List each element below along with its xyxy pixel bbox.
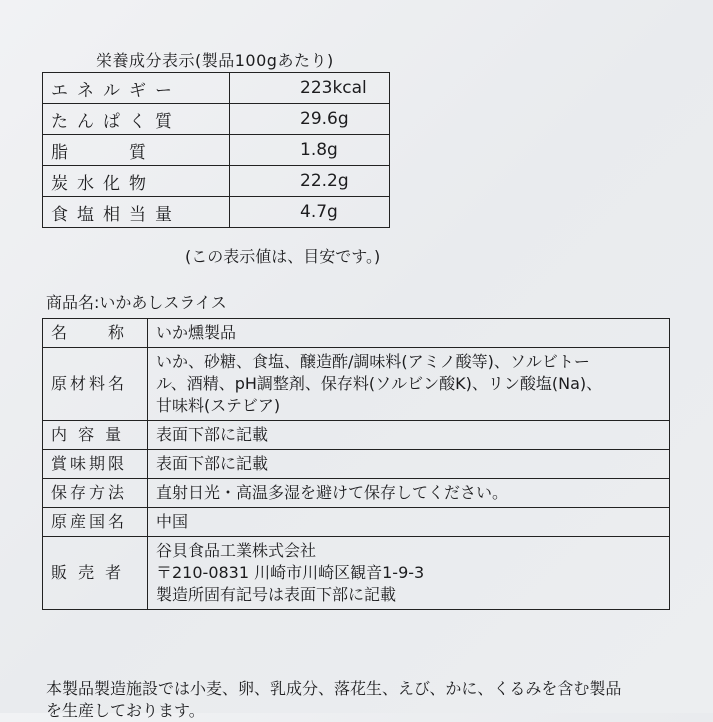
product-name: 商品名:いかあしスライス bbox=[46, 293, 227, 312]
detail-row bbox=[43, 508, 670, 537]
detail-label: 販 売 者 bbox=[43, 537, 148, 610]
nutrient-label: 食塩相当量 bbox=[43, 197, 230, 228]
nutrient-label: 脂 質 bbox=[43, 135, 230, 166]
detail-line: いか、砂糖、食塩、醸造酢/調味料(アミノ酸等)、ソルビトー bbox=[156, 352, 590, 371]
nutrition-title: 栄養成分表示(製品100gあたり) bbox=[96, 51, 334, 70]
detail-label: 原材料名 bbox=[43, 348, 148, 421]
nutrient-value: 29.6g bbox=[230, 104, 390, 135]
nutrient-value: 4.7g bbox=[230, 197, 390, 228]
detail-line: 表面下部に記載 bbox=[156, 454, 269, 473]
allergen-line: 本製品製造施設では小麦、卵、乳成分、落花生、えび、かに、くるみを含む製品 bbox=[46, 679, 622, 698]
detail-row bbox=[43, 319, 670, 348]
nutrient-label: 炭水化物 bbox=[43, 166, 230, 197]
nutrient-value: 1.8g bbox=[230, 135, 390, 166]
detail-line: 直射日光・高温多湿を避けて保存してください。 bbox=[156, 483, 509, 502]
detail-value bbox=[148, 537, 670, 610]
detail-line: 中国 bbox=[156, 512, 189, 531]
detail-label: 賞味期限 bbox=[43, 450, 148, 479]
detail-row bbox=[43, 479, 670, 508]
product-details-table bbox=[42, 318, 670, 610]
nutrition-row bbox=[43, 104, 390, 135]
nutrition-row bbox=[43, 73, 390, 104]
detail-line: いか燻製品 bbox=[156, 323, 237, 342]
detail-value bbox=[148, 508, 670, 537]
nutrient-label: エネルギー bbox=[43, 73, 230, 104]
detail-line: 谷貝食品工業株式会社 bbox=[156, 541, 317, 560]
detail-row bbox=[43, 537, 670, 610]
detail-value bbox=[148, 450, 670, 479]
detail-value bbox=[148, 348, 670, 421]
detail-label: 名 称 bbox=[43, 319, 148, 348]
nutrient-label: たんぱく質 bbox=[43, 104, 230, 135]
detail-value bbox=[148, 421, 670, 450]
detail-line: ル、酒精、pH調整剤、保存料(ソルビン酸K)、リン酸塩(Na)、 bbox=[156, 374, 603, 393]
nutrition-row bbox=[43, 166, 390, 197]
nutrition-table bbox=[42, 72, 390, 228]
detail-label: 原産国名 bbox=[43, 508, 148, 537]
nutrient-value: 22.2g bbox=[230, 166, 390, 197]
detail-label: 内 容 量 bbox=[43, 421, 148, 450]
detail-line: 表面下部に記載 bbox=[156, 425, 269, 444]
detail-line: 〒210-0831 川崎市川崎区観音1-9-3 bbox=[156, 563, 425, 582]
detail-value bbox=[148, 319, 670, 348]
allergen-line: を生産しております。 bbox=[46, 701, 205, 720]
nutrition-row bbox=[43, 197, 390, 228]
allergen-notice bbox=[46, 678, 621, 722]
detail-label: 保存方法 bbox=[43, 479, 148, 508]
detail-value bbox=[148, 479, 670, 508]
nutrition-note: (この表示値は、目安です。) bbox=[185, 247, 381, 266]
detail-row bbox=[43, 450, 670, 479]
detail-line: 製造所固有記号は表面下部に記載 bbox=[156, 585, 397, 604]
nutrition-row bbox=[43, 135, 390, 166]
detail-row bbox=[43, 421, 670, 450]
detail-line: 甘味料(ステビア) bbox=[156, 396, 281, 415]
nutrient-value: 223kcal bbox=[230, 73, 390, 104]
detail-row bbox=[43, 348, 670, 421]
